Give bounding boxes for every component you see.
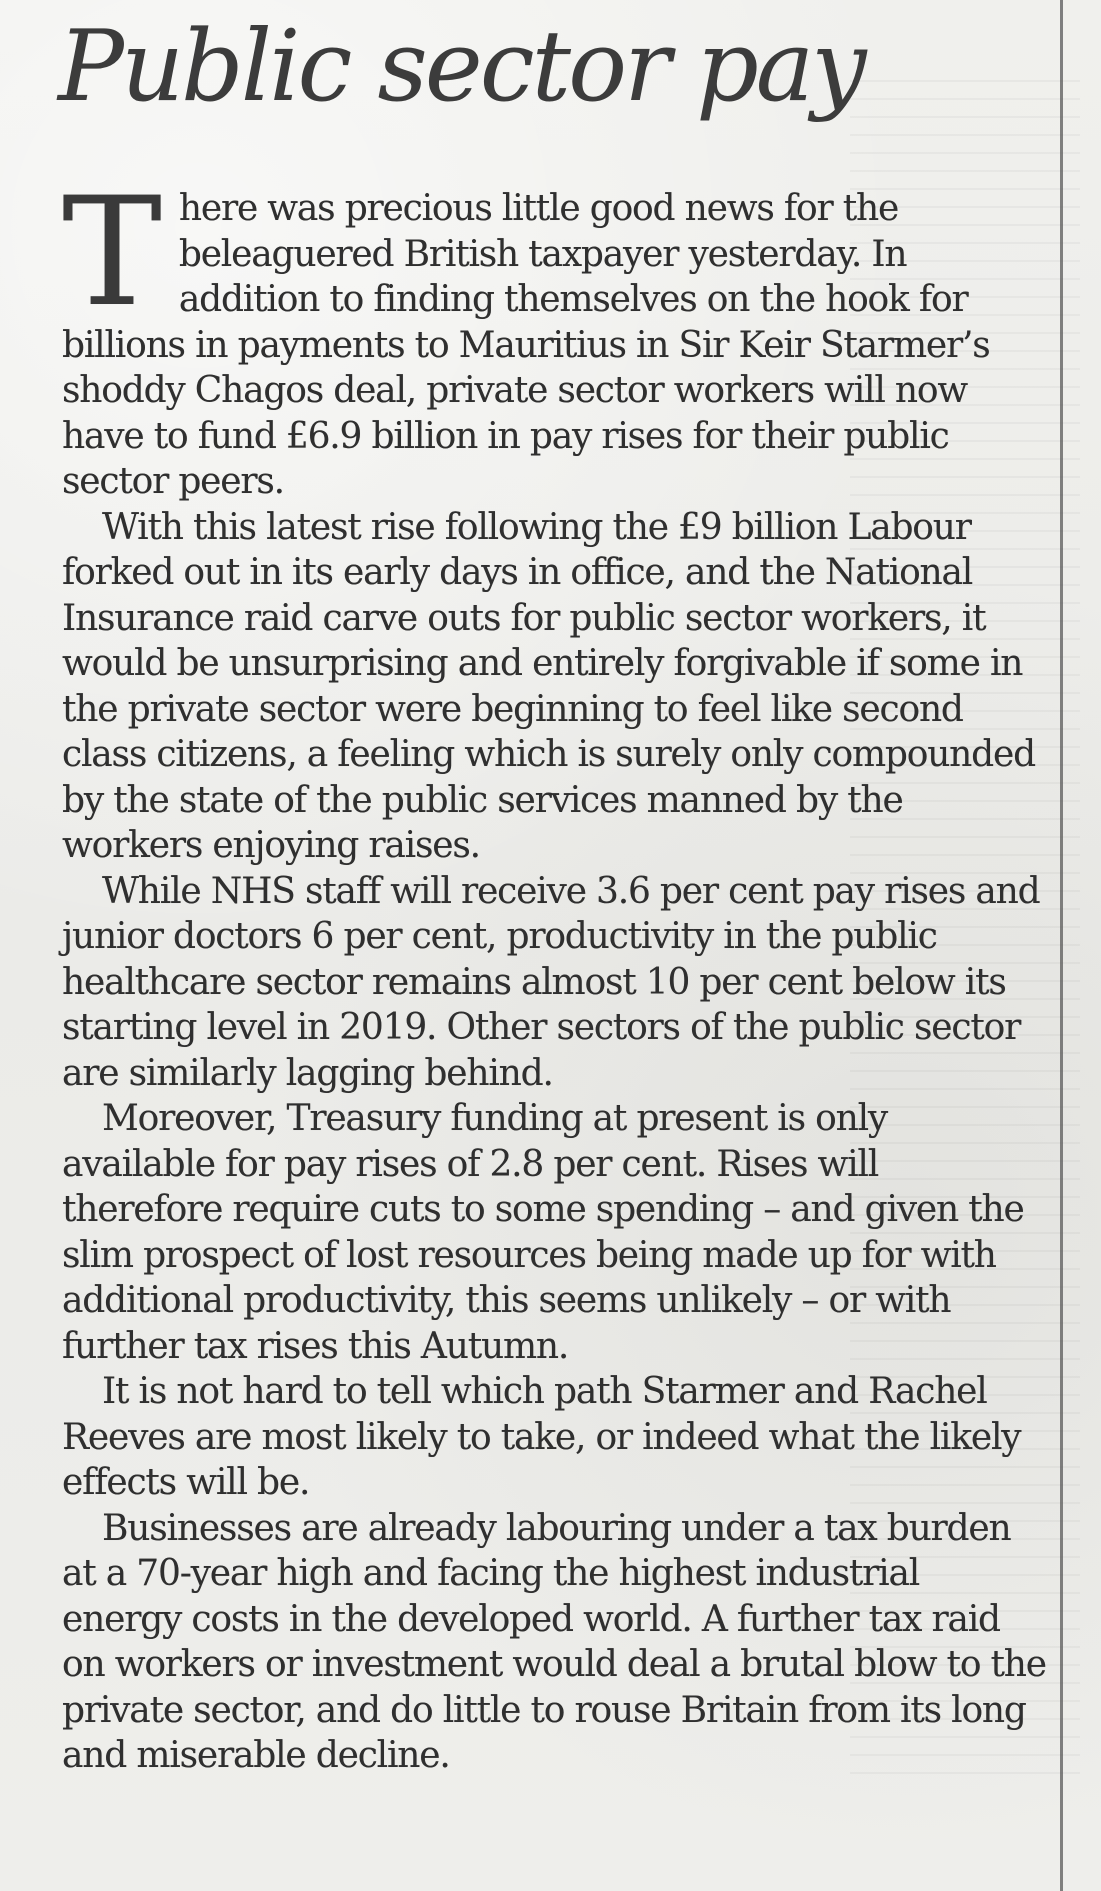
article-paragraph-1 (62, 166, 1047, 505)
article-paragraph-2: With this latest rise following the £9 billion Labour forked out in its early days in office, and the National Insurance raid carve outs for public sector workers, it would be unsurprising and entirely forgivable if some in the private sector were beginning to feel like second class citizens, a feeling which is surely only compounded by the state of the public services manned by the workers enjoying raises. (62, 506, 1035, 866)
article-paragraph-6: Businesses are already labouring under a tax burden at a 70-year high and facing the highest industrial energy costs in the developed world. A further tax raid on workers or investment would deal a brutal blow to the private sector, and do little to rouse Britain from its long and miserable decline. (62, 1507, 1046, 1776)
article-paragraph-3: While NHS staff will receive 3.6 per cent pay rises and junior doctors 6 per cent, productivity in the public healthcare sector remains almost 10 per cent below its starting level in 2019. Other sectors of the public sector are similarly lagging behind. (62, 870, 1040, 1094)
article-paragraph-1-text: here was precious little good news for the beleaguered British taxpayer yesterday. In addition to finding themselves on the hook for billions in payments to Mauritius in Sir Keir Starmer’s shoddy Chagos deal, private sector workers will now have to fund £6.9 billion in pay rises for their public sector peers. (62, 188, 990, 502)
drop-cap: T (62, 166, 161, 340)
article-paragraph-5: It is not hard to tell which path Starmer and Rachel Reeves are most likely to take, or indeed what the likely effects will be. (62, 1371, 1021, 1503)
column-divider (1060, 0, 1063, 1891)
article-body (62, 166, 1047, 1846)
article-paragraph-4: Moreover, Treasury funding at present is only available for pay rises of 2.8 per cent. Rises will therefore require cuts to some spending – and given the slim prospect of lost resources being made up for with additional productivity, this seems unlikely – or with further tax rises this Autumn. (62, 1098, 1024, 1367)
headline: Public sector pay (58, 10, 864, 124)
